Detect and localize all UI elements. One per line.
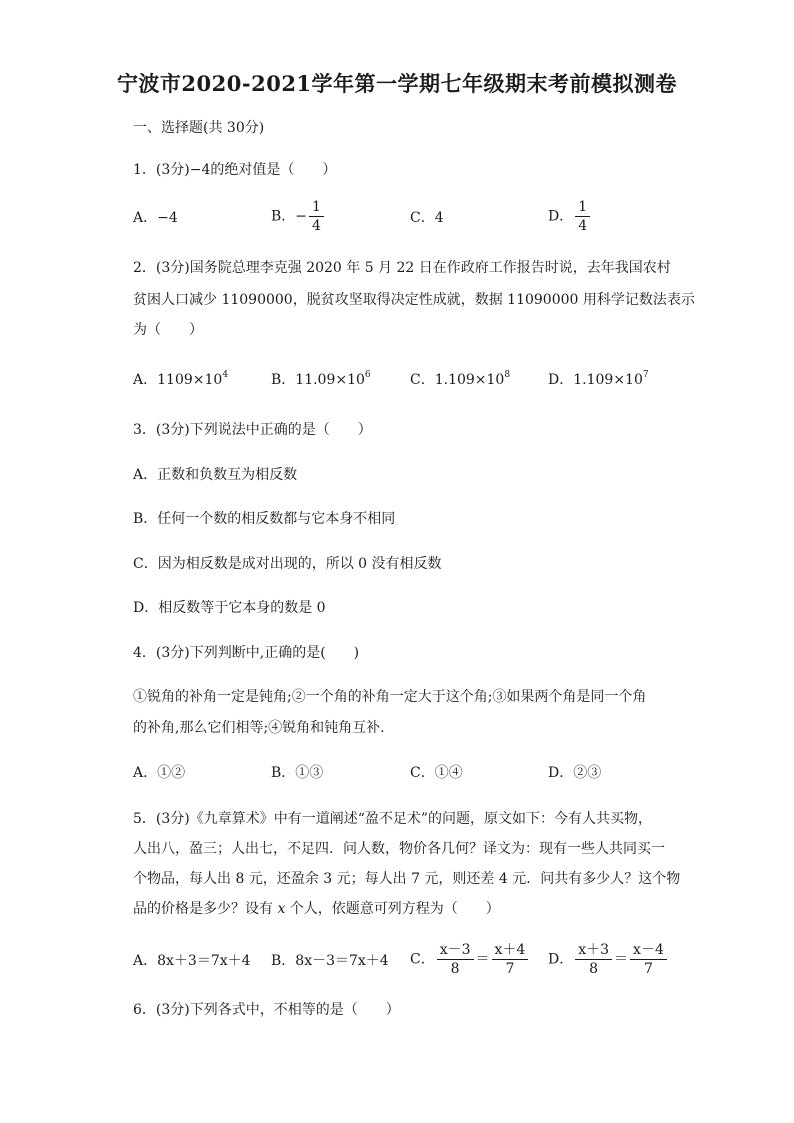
q1-option-d-numerator: 1 <box>578 199 588 215</box>
q1-stem: 1．(3分)−4的绝对值是（ ） <box>133 162 337 178</box>
q2-option-c-base: 1.109×10 <box>434 372 505 388</box>
q5-option-b[interactable] <box>271 951 389 971</box>
q1-option-d-label: D． <box>548 208 574 225</box>
q1-option-a[interactable] <box>133 208 178 228</box>
q5-option-b-equation: 8x－3＝7x＋4 <box>295 953 389 969</box>
q2-option-b[interactable] <box>271 370 371 390</box>
q4-option-a[interactable]: A．①② <box>133 765 186 781</box>
q5-option-c-right-denominator: 7 <box>492 959 529 977</box>
q1-option-b[interactable] <box>271 199 326 234</box>
q2-option-a-label: A． <box>133 372 158 388</box>
q5-stem-line4 <box>133 899 500 919</box>
q2-stem-line1: 2．(3分)国务院总理李克强 2020 年 5 月 22 日在作政府工作报告时说，去年我国农村 <box>133 260 671 276</box>
q2-option-d-label: D． <box>548 372 574 388</box>
q1-option-c[interactable] <box>410 208 444 228</box>
q5-option-a-label: A． <box>133 953 158 969</box>
q2-option-a-exponent: 4 <box>222 370 229 380</box>
q5-option-d-left-fraction <box>575 942 612 977</box>
q4-option-c[interactable]: C．①④ <box>410 765 463 781</box>
q3-stem: 3．(3分)下列说法中正确的是（ ） <box>133 422 372 438</box>
q3-option-d[interactable]: D．相反数等于它本身的数是 0 <box>133 600 326 616</box>
q1-option-d-fraction <box>575 199 590 234</box>
q1-option-a-value: −4 <box>157 210 178 226</box>
q2-option-b-label: B． <box>271 372 296 388</box>
q5-option-a-equation: 8x＋3＝7x＋4 <box>157 953 251 969</box>
q5-stem-variable: x <box>277 901 286 917</box>
q4-body-line1: ①锐角的补角一定是钝角;②一个角的补角一定大于这个角;③如果两个角是同一个角 <box>133 689 647 705</box>
q1-option-b-numerator: 1 <box>312 199 321 215</box>
q6-stem: 6．(3分)下列各式中，不相等的是（ ） <box>133 1002 400 1018</box>
q4-stem: 4．(3分)下列判断中,正确的是( ) <box>133 645 360 661</box>
q1-option-d[interactable] <box>548 199 592 234</box>
q5-option-d-label: D． <box>548 951 574 968</box>
q5-option-c-right-numerator: x＋4 <box>494 942 526 958</box>
q2-option-b-exponent: 6 <box>364 370 371 380</box>
q5-option-c-right-fraction <box>492 942 529 977</box>
q5-option-d[interactable] <box>548 942 669 977</box>
q5-option-c-left-denominator: 8 <box>437 959 474 977</box>
q2-option-b-base: 11.09×10 <box>295 372 365 388</box>
q2-option-c[interactable] <box>410 370 510 390</box>
q5-option-c-left-fraction <box>437 942 474 977</box>
q5-option-d-right-denominator: 7 <box>630 959 667 977</box>
q1-option-a-label: A． <box>133 210 158 226</box>
q1-option-b-label: B． <box>271 208 296 225</box>
q5-option-d-right-numerator: x－4 <box>633 942 664 958</box>
q2-option-c-exponent: 8 <box>504 370 511 380</box>
q4-option-d[interactable]: D．②③ <box>548 765 602 781</box>
q5-option-c-equals: ＝ <box>475 951 490 968</box>
q2-stem-line3: 为（ ） <box>133 322 203 338</box>
q1-option-c-value: 4 <box>434 210 444 226</box>
q2-option-d-base: 1.109×10 <box>573 372 643 388</box>
q1-option-b-sign: − <box>295 208 308 225</box>
q3-option-c[interactable]: C．因为相反数是成对出现的，所以 0 没有相反数 <box>133 556 442 572</box>
q2-option-a-base: 1109×10 <box>157 372 223 388</box>
q2-option-d[interactable] <box>548 370 649 390</box>
q5-stem-line3: 个物品，每人出 8 元，还盈余 3 元；每人出 7 元，则还差 4 元．问共有多少人？这个物 <box>133 871 681 887</box>
q4-body-line2: 的补角,那么它们相等;④锐角和钝角互补. <box>133 720 385 736</box>
q1-option-b-denominator: 4 <box>309 216 324 234</box>
q5-stem-line1: 5．(3分)《九章算术》中有一道阐述“盈不足术”的问题，原文如下：今有人共买物， <box>133 811 653 827</box>
q1-option-d-denominator: 4 <box>575 216 590 234</box>
q5-stem-line2: 人出八，盈三；人出七，不足四．问人数，物价各几何？译文为：现有一些人共同买一 <box>133 841 665 857</box>
q5-stem-line4-post: 个人，依题意可列方程为（ ） <box>285 901 500 917</box>
q5-option-d-equals: ＝ <box>614 951 629 968</box>
q2-stem-line2: 贫困人口减少 11090000，脱贫攻坚取得决定性成就，数据 11090000 用科学记数法表示 <box>133 292 695 308</box>
q5-option-d-left-numerator: x＋3 <box>578 942 610 958</box>
q5-option-d-right-fraction <box>630 942 667 977</box>
q5-option-c-label: C． <box>410 951 435 968</box>
q2-option-c-label: C． <box>410 372 435 388</box>
page-title: 宁波市2020-2021学年第一学期七年级期末考前模拟测卷 <box>116 71 678 96</box>
q4-option-b[interactable]: B．①③ <box>271 765 324 781</box>
section-heading: 一、选择题(共 30分) <box>133 120 265 136</box>
q1-option-c-label: C． <box>410 210 435 226</box>
q2-option-d-exponent: 7 <box>642 370 649 380</box>
q1-option-b-fraction <box>309 199 324 234</box>
q5-option-c[interactable] <box>410 942 530 977</box>
q3-option-a[interactable]: A．正数和负数互为相反数 <box>133 467 298 483</box>
q2-option-a[interactable] <box>133 370 228 390</box>
q5-option-b-label: B． <box>271 953 296 969</box>
q3-option-b[interactable]: B．任何一个数的相反数都与它本身不相同 <box>133 511 396 527</box>
q5-option-d-left-denominator: 8 <box>575 959 612 977</box>
q5-stem-line4-pre: 品的价格是多少？设有 <box>133 901 278 917</box>
q5-option-a[interactable] <box>133 951 251 971</box>
q5-option-c-left-numerator: x－3 <box>439 942 471 958</box>
